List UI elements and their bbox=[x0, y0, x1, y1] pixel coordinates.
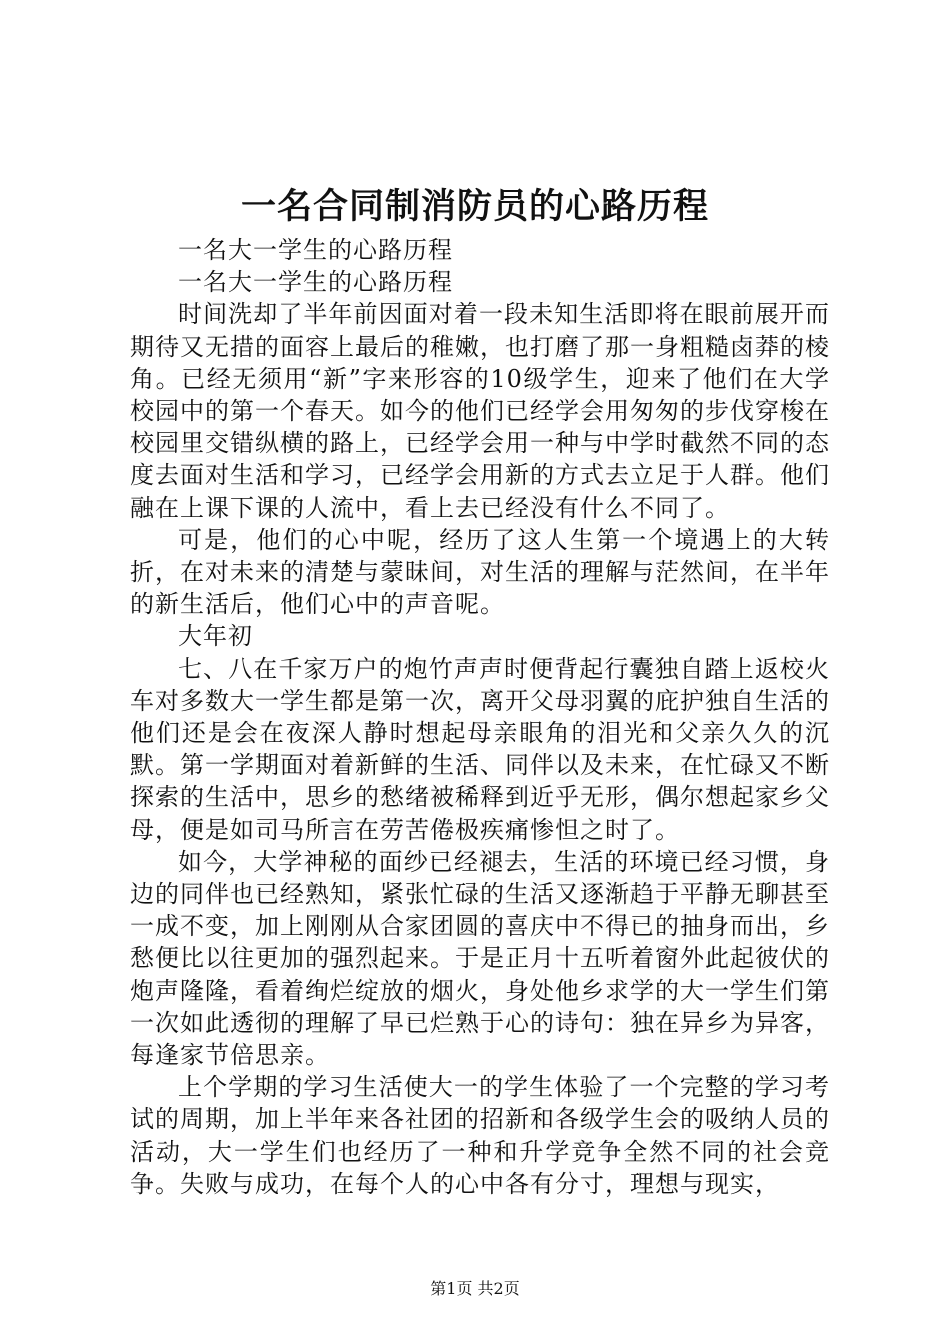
paragraph: 如今，大学神秘的面纱已经褪去，生活的环境已经习惯，身边的同伴也已经熟知，紧张忙碌的生活又逐渐趋于平静无聊甚至一成不变，加上刚刚从合家团圆的喜庆中不得已的抽身而出，乡愁便比以往更加的强烈起来。于是正月十五听着窗外此起彼伏的炮声隆隆，看着绚烂绽放的烟火，身处他乡求学的大一学生们第一次如此透彻的理解了早已烂熟于心的诗句：独在异乡为异客，每逢家节倍思亲。 bbox=[130, 847, 830, 1070]
document-body bbox=[130, 234, 830, 1200]
paragraph: 大年初 bbox=[178, 622, 253, 651]
paragraph: 时间洗却了半年前因面对着一段未知生活即将在眼前展开而期待又无措的面容上最后的稚嫩，也打磨了那一身粗糙卤莽的棱角。已经无须用“新”字来形容的10级学生，迎来了他们在大学校园中的第一个春天。如今的他们已经学会用匆匆的步伐穿梭在校园里交错纵横的路上，已经学会用一种与中学时截然不同的态度去面对生活和学习，已经学会用新的方式去立足于人群。他们融在上课下课的人流中，看上去已经没有什么不同了。 bbox=[130, 300, 830, 522]
paragraph: 七、八在千家万户的炮竹声声时便背起行囊独自踏上返校火车对多数大一学生都是第一次，离开父母羽翼的庇护独自生活的他们还是会在夜深人静时想起母亲眼角的泪光和父亲久久的沉默。第一学期面对着新鲜的生活、同伴以及未来，在忙碌又不断探索的生活中，思乡的愁绪被稀释到近乎无形，偶尔想起家乡父母，便是如司马所言在劳苦倦极疾痛惨怛之时了。 bbox=[130, 654, 830, 844]
paragraph: 可是，他们的心中呢，经历了这人生第一个境遇上的大转折，在对未来的清楚与蒙昧间，对生活的理解与茫然间，在半年的新生活后，他们心中的声音呢。 bbox=[130, 525, 830, 619]
page-indicator: 第1页 共2页 bbox=[430, 1279, 520, 1298]
paragraph: 一名大一学生的心路历程 bbox=[178, 236, 453, 264]
paragraph: 上个学期的学习生活使大一的学生体验了一个完整的学习考试的周期，加上半年来各社团的招新和各级学生会的吸纳人员的活动，大一学生们也经历了一种和升学竞争全然不同的社会竞争。失败与成功，在每个人的心中各有分寸，理想与现实， bbox=[130, 1073, 830, 1198]
document-title: 一名合同制消防员的心路历程 bbox=[240, 186, 709, 227]
paragraph: 一名大一学生的心路历程 bbox=[178, 268, 453, 297]
